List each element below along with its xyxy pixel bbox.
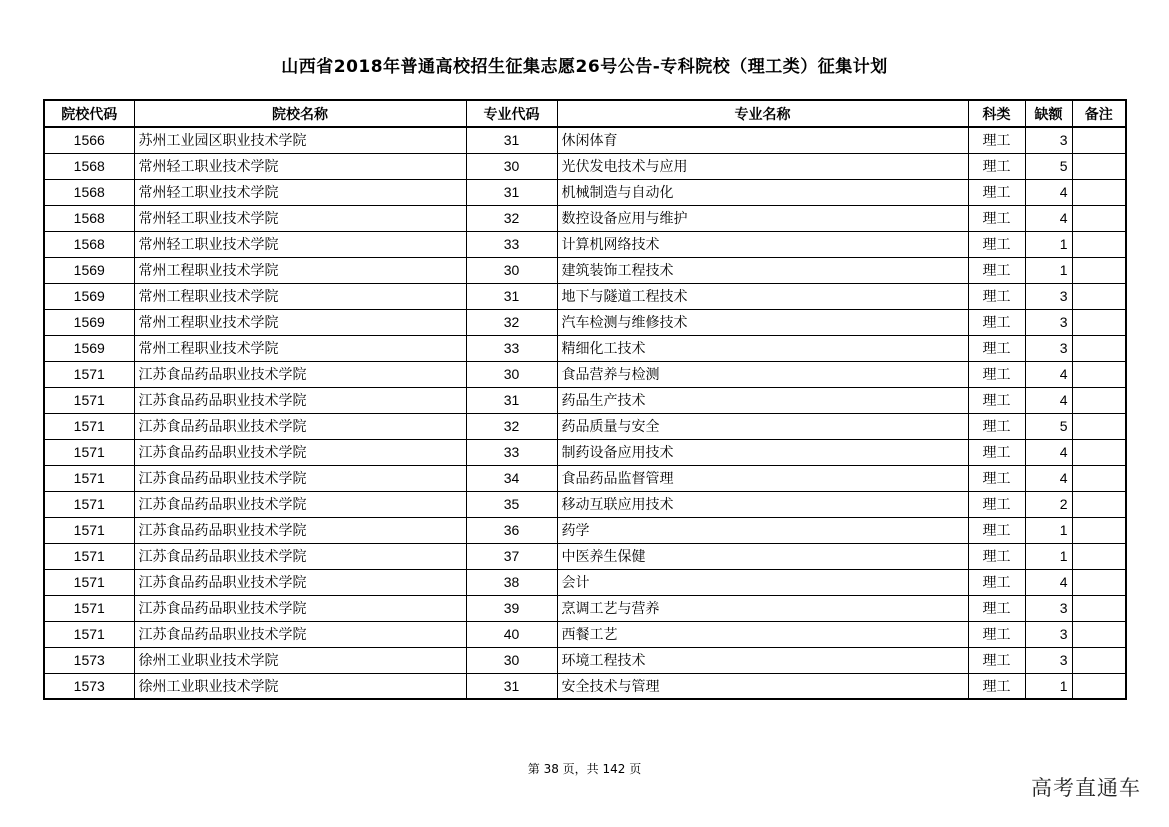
table-row	[44, 543, 1126, 569]
school-name-cell: 常州工程职业技术学院	[134, 283, 466, 309]
category-cell: 理工	[968, 543, 1025, 569]
table-row	[44, 335, 1126, 361]
table-row	[44, 153, 1126, 179]
remarks-cell	[1072, 413, 1126, 439]
school-name-cell: 江苏食品药品职业技术学院	[134, 621, 466, 647]
major-code-cell: 30	[466, 153, 557, 179]
table-row	[44, 491, 1126, 517]
header-school-name: 院校名称	[134, 100, 466, 127]
school-code-cell: 1571	[44, 595, 134, 621]
remarks-cell	[1072, 335, 1126, 361]
vacancies-cell: 5	[1025, 153, 1072, 179]
table-row	[44, 439, 1126, 465]
remarks-cell	[1072, 387, 1126, 413]
header-major-code: 专业代码	[466, 100, 557, 127]
category-cell: 理工	[968, 517, 1025, 543]
vacancies-cell: 4	[1025, 465, 1072, 491]
remarks-cell	[1072, 231, 1126, 257]
remarks-cell	[1072, 361, 1126, 387]
table-row	[44, 231, 1126, 257]
page-title: 山西省2018年普通高校招生征集志愿26号公告-专科院校（理工类）征集计划	[281, 57, 888, 77]
school-name-cell: 江苏食品药品职业技术学院	[134, 517, 466, 543]
remarks-cell	[1072, 595, 1126, 621]
school-code-cell: 1573	[44, 673, 134, 699]
vacancies-cell: 1	[1025, 673, 1072, 699]
header-vacancies: 缺额	[1025, 100, 1072, 127]
major-name-cell: 移动互联应用技术	[557, 491, 968, 517]
remarks-cell	[1072, 257, 1126, 283]
school-code-cell: 1571	[44, 387, 134, 413]
table-row	[44, 465, 1126, 491]
school-code-cell: 1568	[44, 231, 134, 257]
vacancies-cell: 3	[1025, 335, 1072, 361]
vacancies-cell: 3	[1025, 283, 1072, 309]
category-cell: 理工	[968, 231, 1025, 257]
major-name-cell: 休闲体育	[557, 127, 968, 153]
school-name-cell: 江苏食品药品职业技术学院	[134, 361, 466, 387]
remarks-cell	[1072, 517, 1126, 543]
major-name-cell: 制药设备应用技术	[557, 439, 968, 465]
category-cell: 理工	[968, 361, 1025, 387]
major-code-cell: 31	[466, 179, 557, 205]
major-name-cell: 环境工程技术	[557, 647, 968, 673]
major-name-cell: 数控设备应用与维护	[557, 205, 968, 231]
school-code-cell: 1571	[44, 465, 134, 491]
major-code-cell: 33	[466, 335, 557, 361]
category-cell: 理工	[968, 491, 1025, 517]
major-name-cell: 安全技术与管理	[557, 673, 968, 699]
school-code-cell: 1568	[44, 205, 134, 231]
vacancies-cell: 1	[1025, 257, 1072, 283]
remarks-cell	[1072, 283, 1126, 309]
major-name-cell: 建筑装饰工程技术	[557, 257, 968, 283]
school-code-cell: 1571	[44, 413, 134, 439]
remarks-cell	[1072, 153, 1126, 179]
remarks-cell	[1072, 673, 1126, 699]
school-name-cell: 江苏食品药品职业技术学院	[134, 413, 466, 439]
watermark-text: 高考直通车	[1031, 776, 1141, 800]
major-name-cell: 精细化工技术	[557, 335, 968, 361]
major-code-cell: 31	[466, 387, 557, 413]
remarks-cell	[1072, 127, 1126, 153]
category-cell: 理工	[968, 205, 1025, 231]
major-code-cell: 33	[466, 231, 557, 257]
major-code-cell: 32	[466, 413, 557, 439]
school-code-cell: 1571	[44, 361, 134, 387]
category-cell: 理工	[968, 387, 1025, 413]
category-cell: 理工	[968, 283, 1025, 309]
table-row	[44, 283, 1126, 309]
table-row	[44, 569, 1126, 595]
remarks-cell	[1072, 309, 1126, 335]
vacancies-cell: 4	[1025, 387, 1072, 413]
remarks-cell	[1072, 621, 1126, 647]
category-cell: 理工	[968, 621, 1025, 647]
school-code-cell: 1568	[44, 179, 134, 205]
vacancies-cell: 4	[1025, 439, 1072, 465]
category-cell: 理工	[968, 153, 1025, 179]
remarks-cell	[1072, 491, 1126, 517]
major-name-cell: 地下与隧道工程技术	[557, 283, 968, 309]
major-code-cell: 32	[466, 309, 557, 335]
major-code-cell: 36	[466, 517, 557, 543]
school-code-cell: 1573	[44, 647, 134, 673]
major-name-cell: 机械制造与自动化	[557, 179, 968, 205]
school-name-cell: 徐州工业职业技术学院	[134, 647, 466, 673]
school-name-cell: 江苏食品药品职业技术学院	[134, 543, 466, 569]
school-name-cell: 常州工程职业技术学院	[134, 257, 466, 283]
category-cell: 理工	[968, 595, 1025, 621]
school-code-cell: 1569	[44, 335, 134, 361]
vacancies-cell: 1	[1025, 543, 1072, 569]
table-row	[44, 257, 1126, 283]
table-row	[44, 673, 1126, 699]
major-code-cell: 39	[466, 595, 557, 621]
vacancies-cell: 3	[1025, 621, 1072, 647]
school-name-cell: 常州轻工职业技术学院	[134, 179, 466, 205]
table-row	[44, 621, 1126, 647]
major-code-cell: 37	[466, 543, 557, 569]
major-code-cell: 30	[466, 647, 557, 673]
enrollment-plan-table	[43, 99, 1127, 700]
category-cell: 理工	[968, 309, 1025, 335]
major-name-cell: 药品生产技术	[557, 387, 968, 413]
vacancies-cell: 3	[1025, 647, 1072, 673]
major-code-cell: 32	[466, 205, 557, 231]
major-code-cell: 31	[466, 283, 557, 309]
major-code-cell: 30	[466, 257, 557, 283]
category-cell: 理工	[968, 257, 1025, 283]
major-code-cell: 31	[466, 673, 557, 699]
school-code-cell: 1571	[44, 569, 134, 595]
remarks-cell	[1072, 543, 1126, 569]
category-cell: 理工	[968, 647, 1025, 673]
major-name-cell: 汽车检测与维修技术	[557, 309, 968, 335]
school-code-cell: 1568	[44, 153, 134, 179]
category-cell: 理工	[968, 465, 1025, 491]
vacancies-cell: 4	[1025, 361, 1072, 387]
table-row	[44, 517, 1126, 543]
remarks-cell	[1072, 465, 1126, 491]
major-name-cell: 药学	[557, 517, 968, 543]
school-code-cell: 1571	[44, 517, 134, 543]
vacancies-cell: 3	[1025, 127, 1072, 153]
header-major-name: 专业名称	[557, 100, 968, 127]
school-name-cell: 徐州工业职业技术学院	[134, 673, 466, 699]
header-category: 科类	[968, 100, 1025, 127]
school-name-cell: 常州工程职业技术学院	[134, 335, 466, 361]
vacancies-cell: 5	[1025, 413, 1072, 439]
page-number: 第 38 页，共 142 页	[527, 762, 642, 776]
category-cell: 理工	[968, 439, 1025, 465]
school-code-cell: 1569	[44, 283, 134, 309]
school-name-cell: 常州轻工职业技术学院	[134, 153, 466, 179]
school-name-cell: 苏州工业园区职业技术学院	[134, 127, 466, 153]
category-cell: 理工	[968, 179, 1025, 205]
category-cell: 理工	[968, 673, 1025, 699]
category-cell: 理工	[968, 413, 1025, 439]
table-row	[44, 179, 1126, 205]
school-code-cell: 1571	[44, 621, 134, 647]
table-row	[44, 361, 1126, 387]
vacancies-cell: 3	[1025, 309, 1072, 335]
major-name-cell: 计算机网络技术	[557, 231, 968, 257]
remarks-cell	[1072, 439, 1126, 465]
remarks-cell	[1072, 647, 1126, 673]
table-row	[44, 127, 1126, 153]
category-cell: 理工	[968, 569, 1025, 595]
remarks-cell	[1072, 179, 1126, 205]
header-row	[44, 100, 1126, 127]
vacancies-cell: 1	[1025, 231, 1072, 257]
vacancies-cell: 4	[1025, 205, 1072, 231]
major-code-cell: 30	[466, 361, 557, 387]
school-name-cell: 江苏食品药品职业技术学院	[134, 387, 466, 413]
school-code-cell: 1571	[44, 491, 134, 517]
school-name-cell: 江苏食品药品职业技术学院	[134, 569, 466, 595]
major-code-cell: 34	[466, 465, 557, 491]
remarks-cell	[1072, 205, 1126, 231]
school-code-cell: 1571	[44, 543, 134, 569]
header-school-code: 院校代码	[44, 100, 134, 127]
major-code-cell: 40	[466, 621, 557, 647]
vacancies-cell: 4	[1025, 569, 1072, 595]
table-row	[44, 309, 1126, 335]
school-name-cell: 江苏食品药品职业技术学院	[134, 465, 466, 491]
table-row	[44, 205, 1126, 231]
school-name-cell: 江苏食品药品职业技术学院	[134, 595, 466, 621]
school-code-cell: 1569	[44, 309, 134, 335]
major-name-cell: 会计	[557, 569, 968, 595]
major-code-cell: 38	[466, 569, 557, 595]
vacancies-cell: 4	[1025, 179, 1072, 205]
major-name-cell: 中医养生保健	[557, 543, 968, 569]
table-row	[44, 647, 1126, 673]
vacancies-cell: 1	[1025, 517, 1072, 543]
major-name-cell: 光伏发电技术与应用	[557, 153, 968, 179]
school-name-cell: 常州工程职业技术学院	[134, 309, 466, 335]
major-name-cell: 食品药品监督管理	[557, 465, 968, 491]
major-name-cell: 药品质量与安全	[557, 413, 968, 439]
school-code-cell: 1571	[44, 439, 134, 465]
major-code-cell: 33	[466, 439, 557, 465]
major-name-cell: 烹调工艺与营养	[557, 595, 968, 621]
school-code-cell: 1569	[44, 257, 134, 283]
remarks-cell	[1072, 569, 1126, 595]
school-name-cell: 常州轻工职业技术学院	[134, 231, 466, 257]
table-row	[44, 595, 1126, 621]
major-name-cell: 西餐工艺	[557, 621, 968, 647]
school-code-cell: 1566	[44, 127, 134, 153]
major-name-cell: 食品营养与检测	[557, 361, 968, 387]
vacancies-cell: 3	[1025, 595, 1072, 621]
school-name-cell: 常州轻工职业技术学院	[134, 205, 466, 231]
header-remarks: 备注	[1072, 100, 1126, 127]
category-cell: 理工	[968, 335, 1025, 361]
table-row	[44, 413, 1126, 439]
major-code-cell: 35	[466, 491, 557, 517]
category-cell: 理工	[968, 127, 1025, 153]
table-row	[44, 387, 1126, 413]
school-name-cell: 江苏食品药品职业技术学院	[134, 491, 466, 517]
major-code-cell: 31	[466, 127, 557, 153]
vacancies-cell: 2	[1025, 491, 1072, 517]
school-name-cell: 江苏食品药品职业技术学院	[134, 439, 466, 465]
